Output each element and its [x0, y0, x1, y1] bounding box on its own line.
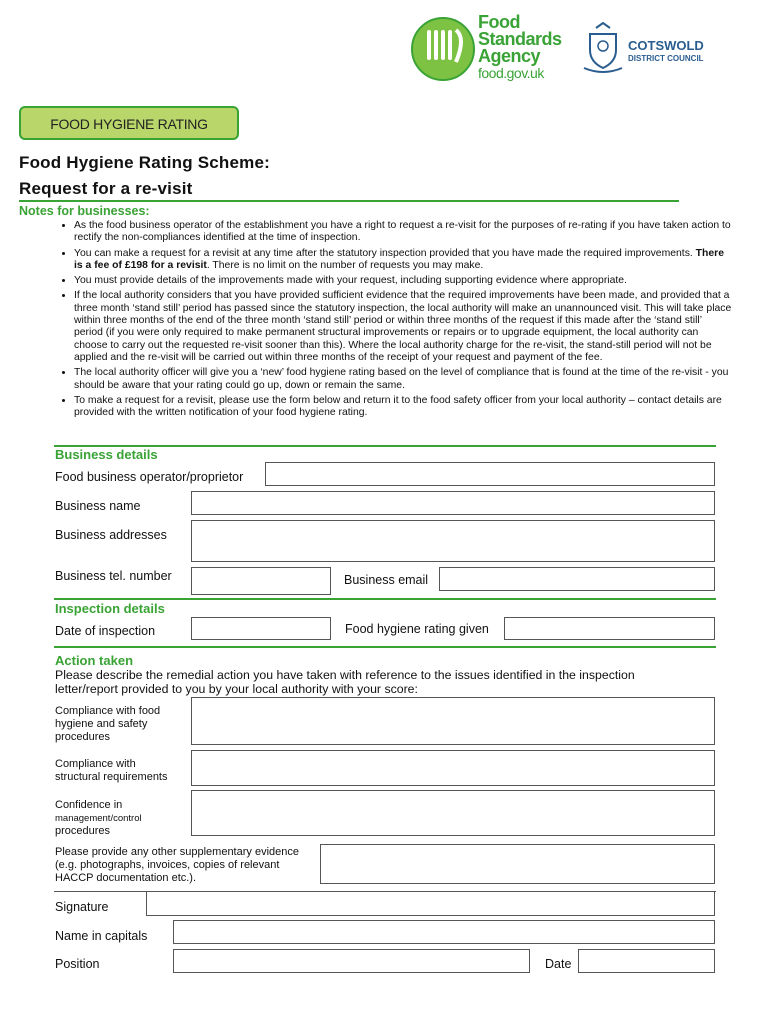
confidence-line: Confidence in	[55, 799, 123, 811]
compliance-hygiene-line: procedures	[55, 731, 111, 743]
note-item: • You must provide details of the improvements made with your request, including supporting evidence where appropriate.	[74, 275, 732, 287]
notes-list	[56, 220, 732, 422]
rating-given-label: Food hygiene rating given	[345, 622, 489, 636]
title-line-2: Request for a re-visit	[19, 179, 193, 198]
action-heading: Action taken	[55, 653, 134, 668]
inspection-date-label: Date of inspection	[55, 624, 156, 638]
evidence-line: Please provide any other supplementary evidence	[55, 846, 299, 858]
business-address-label: Business addresses	[55, 528, 167, 542]
business-email-field[interactable]	[439, 567, 715, 591]
confidence-line: management/control	[55, 813, 142, 824]
business-email-label: Business email	[344, 573, 429, 587]
inspection-date-field[interactable]	[191, 617, 331, 640]
business-name-field[interactable]	[191, 491, 715, 515]
business-heading: Business details	[55, 447, 158, 462]
compliance-hygiene-line: hygiene and safety	[55, 718, 148, 730]
notes-heading: Notes for businesses:	[19, 204, 150, 218]
food-hygiene-rating-badge	[19, 106, 239, 140]
fsa-logo	[410, 12, 570, 92]
note-item	[74, 248, 732, 273]
action-intro: Please describe the remedial action you have taken with reference to the issues identified in the inspection letter/report provided to you by your local authority with your score:	[55, 668, 635, 696]
business-name-label: Business name	[55, 499, 141, 513]
business-address-field[interactable]	[191, 520, 715, 562]
evidence-field[interactable]	[320, 844, 715, 884]
council-crest-icon	[582, 22, 624, 74]
compliance-hygiene-field[interactable]	[191, 697, 715, 745]
position-label: Position	[55, 957, 100, 971]
name-capitals-label: Name in capitals	[55, 929, 148, 943]
evidence-label	[55, 846, 299, 885]
confidence-field[interactable]	[191, 790, 715, 836]
council-sub: DISTRICT COUNCIL	[628, 54, 704, 63]
position-field[interactable]	[173, 949, 530, 973]
compliance-structural-label	[55, 758, 168, 784]
date-label: Date	[545, 957, 572, 971]
council-logo	[582, 22, 722, 78]
fsa-url: food.gov.uk	[478, 65, 544, 81]
compliance-structural-line: Compliance with	[55, 758, 136, 770]
inspection-rule	[54, 598, 716, 600]
page-title	[19, 150, 270, 202]
confidence-line: procedures	[55, 825, 111, 837]
note-item: • To make a request for a revisit, please use the form below and return it to the food safety officer from your local authority – contact details are provided with the written notification of your food hygiene rating.	[74, 395, 732, 420]
signature-label: Signature	[55, 900, 109, 914]
fsa-line-3: Agency	[478, 46, 541, 66]
evidence-line: HACCP documentation etc.).	[55, 872, 197, 884]
action-rule	[54, 646, 716, 648]
business-tel-field[interactable]	[191, 567, 331, 595]
compliance-structural-line: structural requirements	[55, 771, 168, 783]
evidence-line: (e.g. photographs, invoices, copies of relevant	[55, 859, 280, 871]
fsa-line-2: Standards	[478, 29, 562, 49]
title-rule	[19, 200, 679, 202]
business-tel-label: Business tel. number	[55, 569, 172, 583]
inspection-heading: Inspection details	[55, 601, 165, 616]
note-item: • If the local authority considers that you have provided sufficient evidence that the required improvements have been made, and provided that a three month ‘stand still’ period has passed since the statutory inspection, the local authority will make an unannounced visit. This will take place within three months of the end of the three month ‘stand still’ period or within three months of the request if this made after the ‘stand still’ period (if you were only required to make permanent structural improvements or repairs or to upgrade equipment, the local authority can choose to carry out the requested re-visit sooner than this). Where the local authority charge for the re-visit, the stand-still period will not be applied and the re-visit will be carried out within three months of the receipt of your request and payment of the fee.	[74, 290, 732, 364]
title-line-1: Food Hygiene Rating Scheme:	[19, 153, 270, 172]
revisit-fee: There is a fee of £198 for a revisit	[74, 247, 724, 271]
operator-field[interactable]	[265, 462, 715, 486]
operator-label: Food business operator/proprietor	[55, 470, 244, 484]
rating-given-field[interactable]	[504, 617, 715, 640]
note-item: • As the food business operator of the establishment you have a right to request a re-visit for the purposes of re-rating if you have taken action to rectify the non-compliances identified at the time of inspection.	[74, 220, 732, 245]
confidence-label	[55, 799, 142, 838]
note-2-text-end: . There is no limit on the number of requests you may make.	[206, 259, 484, 271]
compliance-hygiene-line: Compliance with food	[55, 705, 161, 717]
fsa-line-1: Food	[478, 12, 520, 32]
fsa-fork-icon	[410, 16, 476, 82]
compliance-hygiene-label	[55, 705, 160, 744]
council-name: COTSWOLD	[628, 38, 704, 53]
note-2-text: You can make a request for a revisit at any time after the statutory inspection provided that you have made the required improvements.	[74, 247, 696, 259]
date-field[interactable]	[578, 949, 715, 973]
signature-field[interactable]	[146, 891, 715, 916]
compliance-structural-field[interactable]	[191, 750, 715, 786]
name-capitals-field[interactable]	[173, 920, 715, 944]
badge-label: FOOD HYGIENE RATING	[50, 116, 208, 132]
note-item: • The local authority officer will give you a ‘new’ food hygiene rating based on the level of compliance that is found at the time of the re-visit - you should be aware that your rating could go up, down or remain the same.	[74, 367, 732, 392]
